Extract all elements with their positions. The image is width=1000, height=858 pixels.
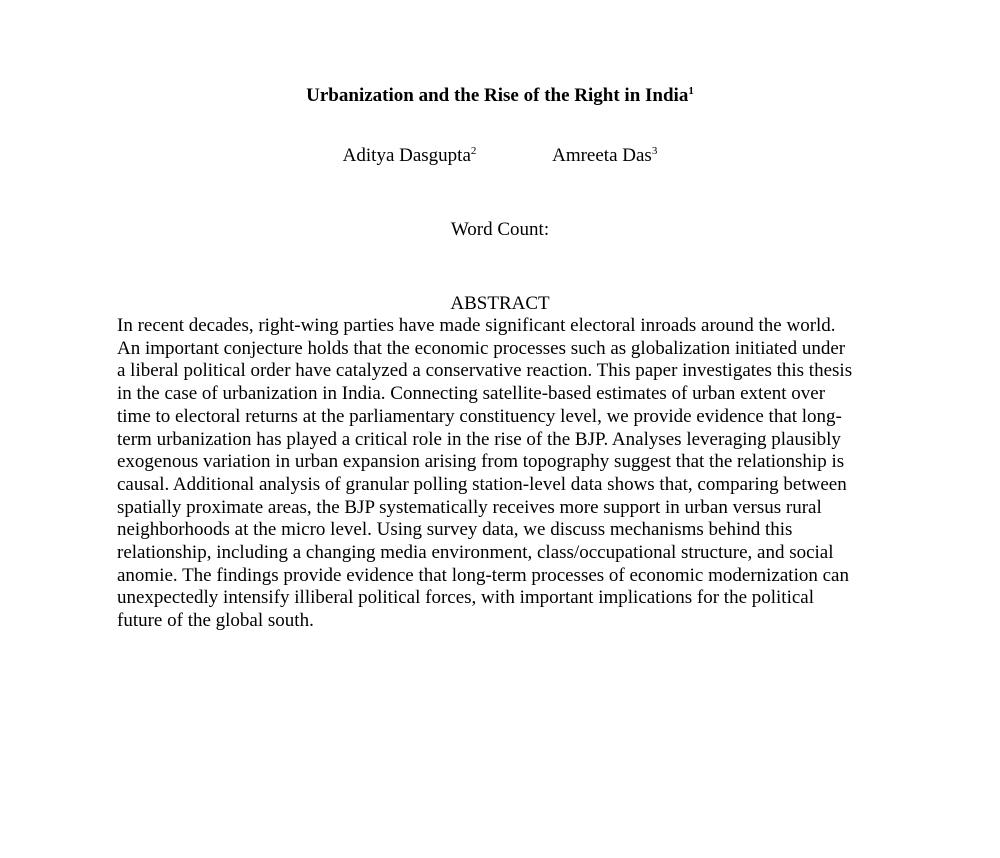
author-list: [0, 144, 1000, 168]
abstract-line: time to electoral returns at the parliamentary constituency level, we provide evidence that long-: [117, 405, 842, 427]
author-2-footnote-marker: 3: [651, 145, 658, 157]
abstract-line: In recent decades, right-wing parties have made significant electoral inroads around the world.: [117, 315, 836, 336]
abstract-line: neighborhoods at the micro level. Using survey data, we discuss mechanisms behind this: [117, 519, 793, 541]
abstract-body: [117, 315, 883, 633]
abstract-line: a liberal political order have catalyzed a conservative reaction. This paper investigates this thesis: [117, 360, 853, 382]
abstract-line: future of the global south.: [117, 610, 314, 632]
author-2: [552, 145, 657, 166]
abstract-heading: ABSTRACT: [450, 293, 550, 314]
abstract-line: spatially proximate areas, the BJP systematically receives more support in urban versus rural: [117, 496, 822, 518]
abstract-line: exogenous variation in urban expansion arising from topography suggest that the relationship is: [117, 451, 845, 473]
author-2-name: Amreeta Das: [552, 145, 652, 166]
paper-title: [0, 84, 1000, 108]
abstract-line: in the case of urbanization in India. Connecting satellite-based estimates of urban extent over: [117, 383, 826, 405]
author-1-footnote-marker: 2: [470, 145, 477, 157]
abstract-line: anomie. The findings provide evidence that long-term processes of economic modernization can: [117, 564, 849, 586]
abstract-line: An important conjecture holds that the economic processes such as globalization initiated under: [117, 337, 846, 359]
author-1: [343, 145, 477, 166]
abstract-line: causal. Additional analysis of granular polling station-level data shows that, comparing between: [117, 473, 847, 495]
author-1-name: Aditya Dasgupta: [342, 145, 471, 166]
paper-title-text: Urbanization and the Rise of the Right in India: [306, 85, 689, 106]
title-footnote-marker: 1: [688, 85, 694, 97]
abstract-line: unexpectedly intensify illiberal political forces, with important implications for the political: [117, 587, 815, 609]
abstract-line: relationship, including a changing media environment, class/occupational structure, and social: [117, 542, 834, 564]
word-count-label: Word Count:: [450, 219, 550, 240]
abstract-line: term urbanization has played a critical role in the rise of the BJP. Analyses leveraging plausibly: [117, 428, 841, 450]
